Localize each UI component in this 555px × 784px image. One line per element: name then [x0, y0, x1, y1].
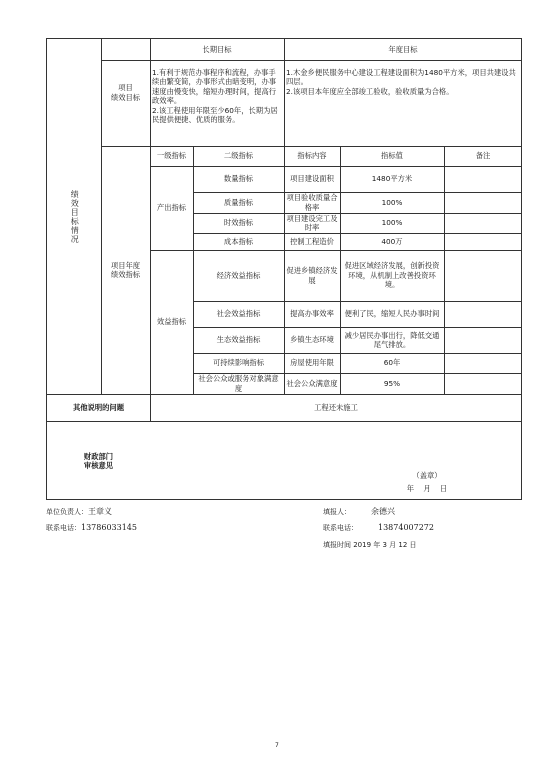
- row-value: 100%: [381, 218, 403, 228]
- row-content: 社会公众满意度: [286, 378, 338, 388]
- row-content: 促进乡镇经济发展: [286, 266, 338, 285]
- row-content: 乡镇生态环境: [290, 335, 334, 345]
- phone-right: [323, 523, 434, 533]
- header-value: 指标值: [381, 151, 403, 161]
- phone-left-value: 13786033145: [81, 523, 137, 532]
- filler: [323, 506, 395, 517]
- row-level2: 时效指标: [223, 218, 254, 228]
- fill-time: 填报时间 2019 年 3 月 12 日: [323, 541, 417, 549]
- row-content: 项目建设完工及时率: [286, 213, 338, 232]
- row-level2: 经济效益指标: [216, 270, 261, 280]
- seal-text: （盖章）: [412, 471, 442, 481]
- row-value: 减少居民办事出行，降低交通尾气排放。: [344, 330, 440, 349]
- row-content: 项目建设面积: [290, 174, 334, 184]
- finance-review-label: 财政部门 审核意见: [83, 451, 114, 470]
- indicators-label: 项目年度 绩效指标: [110, 260, 141, 279]
- level1-benefit: 效益指标: [156, 317, 187, 327]
- row-content: 项目验收质量合格率: [286, 193, 338, 212]
- level1-output: 产出指标: [156, 203, 187, 213]
- phone-left-label: 联系电话：: [46, 524, 81, 532]
- annual-header: 年度目标: [388, 44, 418, 54]
- other-issues-label: 其他说明的问题: [72, 402, 125, 412]
- row-content: 提高办事效率: [290, 309, 334, 319]
- unit-head: [46, 506, 112, 517]
- row-level2: 可持续影响指标: [212, 358, 265, 368]
- row-content: 控制工程造价: [290, 236, 334, 246]
- project-goal-label: 项目 绩效目标: [110, 83, 141, 102]
- header-content: 指标内容: [297, 151, 327, 161]
- filler-name: 余德兴: [371, 507, 395, 516]
- performance-table: [46, 38, 522, 500]
- header-remark: 备注: [475, 151, 491, 161]
- phone-right-label: 联系电话：: [323, 524, 358, 532]
- row-value: 95%: [383, 378, 401, 388]
- long-term-header: 长期目标: [202, 44, 232, 54]
- row-level2: 质量指标: [223, 197, 254, 207]
- phone-left: [46, 523, 137, 533]
- row-level2: 社会公众或服务对象满意度: [198, 374, 279, 393]
- row-level2: 数量指标: [223, 174, 254, 184]
- row-level2: 成本指标: [223, 236, 254, 246]
- unit-head-name: 王章义: [88, 507, 112, 516]
- date-line: 年 月 日: [406, 484, 448, 494]
- row-value: 促进区域经济发展，创新投资环境，从机制上改善投资环境。: [344, 261, 440, 290]
- row-content: 房屋使用年限: [290, 358, 334, 368]
- row-value: 400万: [381, 236, 403, 246]
- row-value: 便利了民，缩短人民办事时间: [344, 309, 440, 319]
- row-value: 100%: [381, 197, 403, 207]
- phone-right-value: 13874007272: [378, 523, 434, 532]
- row-level2: 生态效益指标: [216, 335, 261, 345]
- header-level2: 二级指标: [223, 151, 254, 161]
- other-issues-value: 工程还未施工: [314, 402, 358, 412]
- annual-text: 1.木金乡便民服务中心建设工程建设面积为1480平方米，项目共建设共四层。 2.该项目本年度应全部竣工验收，验收质量为合格。: [286, 68, 516, 96]
- page-number: 7: [275, 742, 279, 749]
- long-term-text: 1.有利于规范办事程序和流程，办事手续由繁变简，办事形式由暗变明，办事速度由慢变快，缩短办理时间，提高行政效率。 2.该工程使用年限至少60年，长期为居民提供便捷、优质的服务。: [152, 68, 278, 125]
- header-level1: 一级指标: [156, 151, 187, 161]
- row-level2: 社会效益指标: [216, 309, 261, 319]
- row-value: 1480平方米: [371, 174, 413, 184]
- filler-label: 填报人：: [323, 508, 351, 516]
- unit-head-label: 单位负责人：: [46, 508, 88, 516]
- row-value: 60年: [383, 358, 401, 368]
- section-label: 绩效目标情况: [70, 189, 80, 244]
